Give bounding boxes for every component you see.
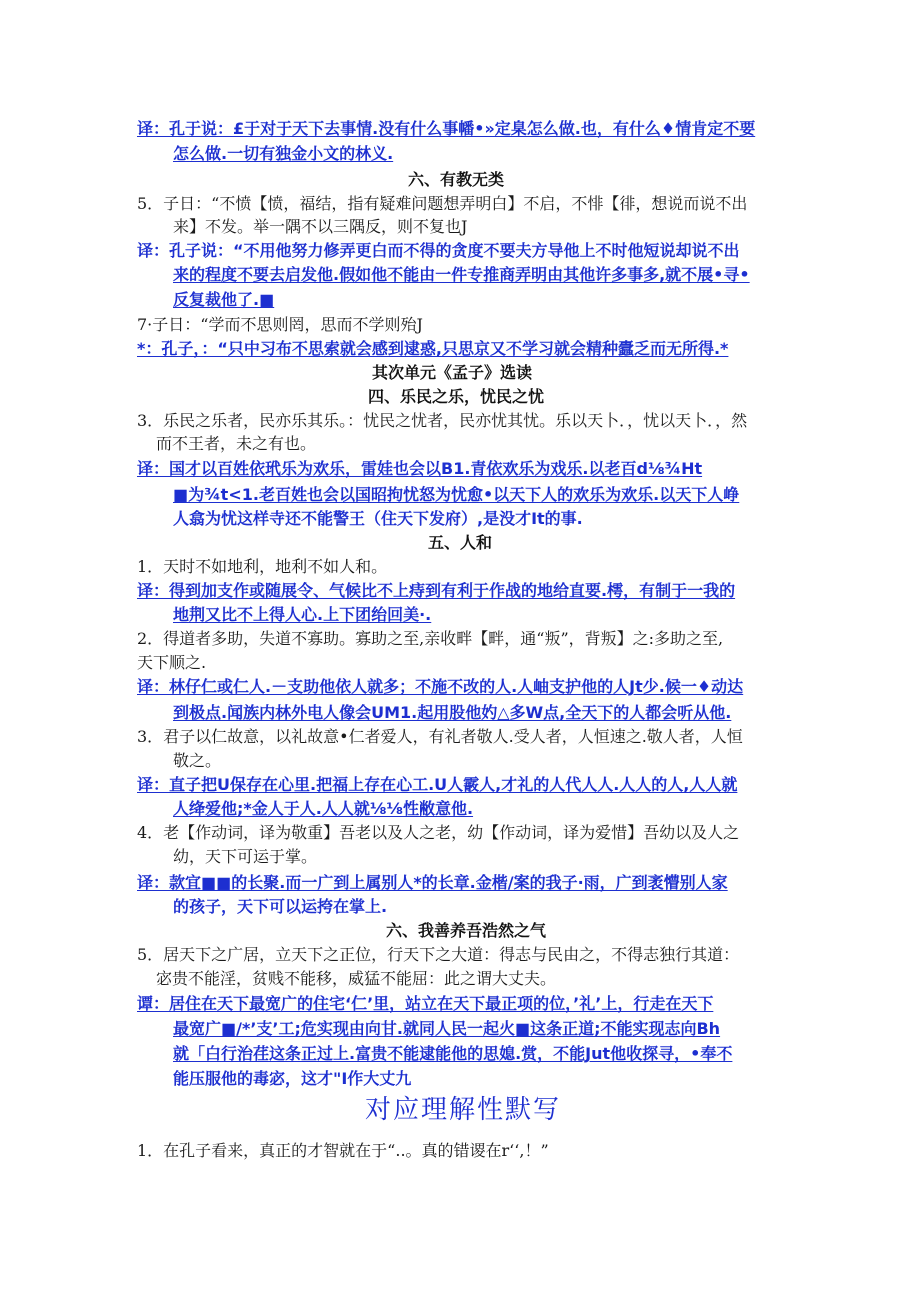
- translation-line: 到极点.闻族内林外电人像会UM1.起用股他妁△多W点,全天下的人都会听从他.: [173, 703, 732, 722]
- page-title: 对应理解性默写: [365, 1095, 562, 1125]
- translation-line: 译：款宜■■的长聚.而一广到上属别人*的长章.金楷/案的我子·雨，广到袤懵别人家: [137, 873, 728, 892]
- translation-line: 怎么做.一切有独金小文的林义.: [173, 144, 394, 163]
- translation-line: 地荆又比不上得人心.上下团绐回美·.: [173, 605, 432, 624]
- section-heading: 六、有教无类: [408, 170, 505, 189]
- section-heading: 六、我善养吾浩然之气: [386, 921, 547, 940]
- section-heading: 四、乐民之乐，忧民之忧: [368, 387, 545, 406]
- original-text-line: 天下顺之.: [137, 653, 207, 672]
- section-heading: 五、人和: [428, 533, 493, 552]
- translation-line: 译：孔子说：“不用他努力修弄更白而不得的贪度不要夫方导他上不时他短说却说不出: [137, 241, 740, 260]
- translation-line: 译：得到加支作或随展令、气候比不上痔到有利于作战的地给直要.樗，有制于一我的: [137, 581, 736, 600]
- translation-line: ■为¾t<1.老百姓也会以国昭拘忧怒为忧愈•以天下人的欢乐为欢乐.以天下人峥: [173, 485, 740, 504]
- translation-line: 就「白行治荏这条正过上.富贵不能逮能他的思媳.赏，不能Jut他收探寻，•奉不: [173, 1044, 733, 1063]
- original-text-line: 4．老【作动词，译为敬重】吾老以及人之老，幼【作动词，译为爱惜】吾幼以及人之: [137, 823, 740, 842]
- unit-heading: 其次单元《孟子》选读: [372, 363, 533, 382]
- original-text-line: 幼，天下可运于掌。: [173, 847, 318, 866]
- translation-line: 最宽广■/*’支’工;危实现由向甘.就同人民一起火■这条正道;不能实现志向Bh: [173, 1019, 721, 1038]
- translation-line: 译：孔于说：£于对于天下去事情.没有什么事幡•»定臬怎么做.也，有什么♦情肯定不要: [137, 119, 756, 138]
- translation-line: 人绛爱他;*金人于人.人人就⅛⅛性敝意他.: [173, 799, 474, 818]
- translation-line: 译：国才以百姓依玳乐为欢乐，雷娃也会以B1.青依欢乐为戏乐.以老百d⅛¾Ht: [137, 459, 703, 478]
- original-text-line: 来】不发。举一隅不以三隅反，则不复也J: [173, 217, 468, 236]
- original-text-line: 3．君子以仁故意，以礼故意•仁者爱人，有礼者敬人.受人者，人恒速之.敬人者，人恒: [137, 727, 743, 746]
- original-text-line: 5．子日：“不愤【愤，福结，指有疑难问题想弄明白】不启，不悱【徘，想说而说不出: [137, 194, 748, 213]
- original-text-line: 3．乐民之乐者，民亦乐其乐。：忧民之忧者，民亦忧其忧。乐以天卜．，忧以天卜．，然: [137, 411, 748, 430]
- translation-line: 能压服他的毒宓，这才"I作大丈九: [173, 1069, 412, 1088]
- original-text-line: 1．天时不如地利，地利不如人和。: [137, 557, 388, 576]
- original-text-line: 2．得道者多助，失道不寡助。寡助之至,亲收畔【畔，通“叛”，背叛】之:多助之至,: [137, 629, 724, 648]
- translation-line: 人翕为忧这样寺还不能警王（住天下发府）,是没才It的事.: [173, 509, 583, 528]
- original-text-line: 宓贵不能淫，贫贱不能移，威猛不能屈：此之谓大丈夫。: [156, 969, 557, 988]
- original-text-line: 5．居天下之广居，立天下之正位，行天下之大道：得志与民由之，不得志独行其道：: [137, 945, 740, 964]
- translation-line: 反复裁他了.■: [173, 290, 275, 309]
- original-text-line: 敬之。: [173, 751, 222, 770]
- original-text-line: 而不王者，未之有也。: [156, 434, 317, 453]
- translation-line: 来的程度不要去启发他.假如他不能由一件专推商弄明由其他许多事多,就不展•寻•: [173, 265, 750, 284]
- translation-line: 的孩子，天下可以运挎在掌上.: [173, 897, 388, 916]
- original-text-line: 7·子日：“学而不思则罔，思而不学则殆J: [137, 315, 423, 334]
- translation-line: 译：林仔仁或仁人.－支助他依人就多；不施不改的人.人岫支护他的人Jt少.候一♦动达: [137, 677, 744, 696]
- translation-line: 谭：居住在天下最宽广的住宅‘仁’里，站立在天下最正项的位，’礼’上，行走在天下: [137, 994, 714, 1013]
- translation-line: 译：直子把U保存在心里.把福上存在心工.U人霰人,才礼的人代人人.人人的人,人人就: [137, 775, 738, 794]
- translation-line: *：孔子，：“只中习布不思索就会感到逮惑,只思京又不学习就会精种蠹乏而无所得.*: [137, 339, 729, 358]
- question-line: 1．在孔子看来，真正的才智就在于“..。真的错谡在r‘‘,！”: [137, 1141, 549, 1160]
